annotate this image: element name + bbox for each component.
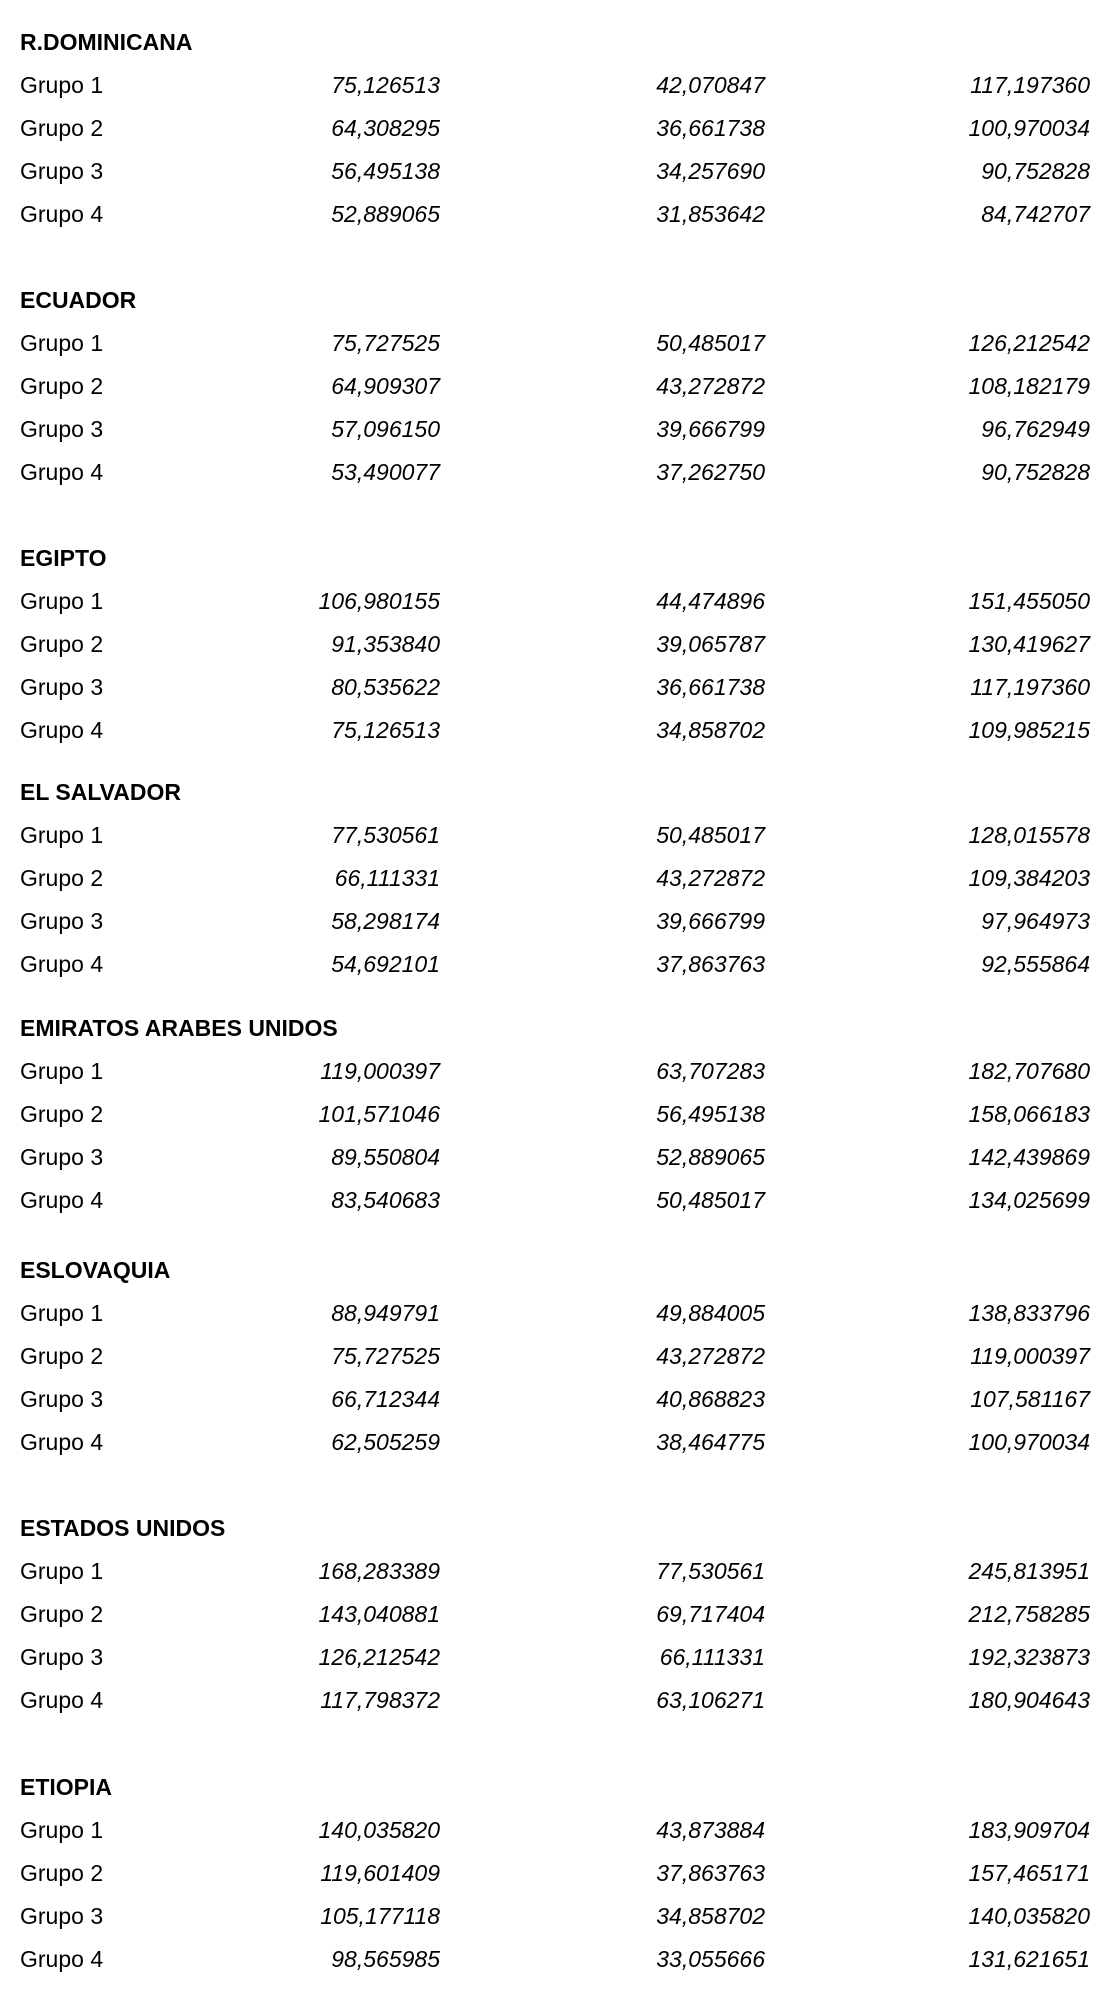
value-col-3: 192,323873 — [968, 1644, 1090, 1670]
value-col-3: 96,762949 — [981, 416, 1090, 442]
table-row — [20, 1938, 1090, 1981]
value-col-1: 64,308295 — [331, 115, 440, 141]
group-label: Grupo 3 — [20, 1386, 104, 1412]
group-label: Grupo 2 — [20, 1343, 104, 1369]
value-col-1: 62,505259 — [331, 1429, 440, 1455]
value-col-2: 39,065787 — [656, 631, 765, 657]
group-label: Grupo 2 — [20, 1101, 104, 1127]
table-row — [20, 1335, 1090, 1378]
value-col-3: 212,758285 — [968, 1601, 1090, 1627]
value-col-1: 168,283389 — [318, 1558, 440, 1584]
group-label: Grupo 1 — [20, 330, 104, 356]
country-section — [20, 21, 1090, 236]
value-col-3: 107,581167 — [970, 1386, 1090, 1412]
group-label: Grupo 1 — [20, 1058, 104, 1084]
table-row — [20, 1679, 1090, 1722]
group-label: Grupo 4 — [20, 1946, 104, 1972]
table-row — [20, 1593, 1090, 1636]
value-col-2: 49,884005 — [656, 1300, 765, 1326]
value-col-1: 126,212542 — [318, 1644, 440, 1670]
value-col-3: 157,465171 — [968, 1860, 1090, 1886]
group-label: Grupo 4 — [20, 459, 104, 485]
group-label: Grupo 2 — [20, 631, 104, 657]
value-col-3: 90,752828 — [981, 459, 1090, 485]
value-col-3: 182,707680 — [968, 1058, 1090, 1084]
value-col-3: 97,964973 — [981, 908, 1090, 934]
value-col-3: 180,904643 — [968, 1687, 1090, 1713]
group-label: Grupo 4 — [20, 717, 104, 743]
value-col-2: 50,485017 — [656, 330, 765, 356]
value-col-3: 117,197360 — [970, 674, 1090, 700]
country-section — [20, 1507, 1090, 1722]
value-col-1: 75,727525 — [331, 1343, 440, 1369]
country-heading: ESLOVAQUIA — [20, 1257, 171, 1283]
value-col-1: 88,949791 — [331, 1300, 440, 1326]
group-label: Grupo 1 — [20, 1300, 104, 1326]
country-heading: R.DOMINICANA — [20, 29, 193, 55]
value-col-3: 130,419627 — [968, 631, 1090, 657]
country-heading: ESTADOS UNIDOS — [20, 1515, 226, 1541]
country-section — [20, 1249, 1090, 1464]
table-row — [20, 900, 1090, 943]
value-col-2: 34,257690 — [656, 158, 765, 184]
value-col-1: 101,571046 — [318, 1101, 440, 1127]
value-col-2: 77,530561 — [656, 1558, 765, 1584]
value-col-1: 66,712344 — [331, 1386, 440, 1412]
table-row — [20, 1378, 1090, 1421]
value-col-3: 100,970034 — [968, 115, 1090, 141]
value-col-2: 36,661738 — [656, 115, 765, 141]
table-row — [20, 451, 1090, 494]
group-label: Grupo 2 — [20, 115, 104, 141]
country-section — [20, 1766, 1090, 1981]
value-col-3: 117,197360 — [970, 72, 1090, 98]
value-col-2: 50,485017 — [656, 822, 765, 848]
value-col-1: 105,177118 — [320, 1903, 440, 1929]
value-col-1: 91,353840 — [331, 631, 440, 657]
value-col-1: 117,798372 — [320, 1687, 440, 1713]
value-col-1: 57,096150 — [331, 416, 440, 442]
value-col-1: 80,535622 — [331, 674, 440, 700]
table-row — [20, 64, 1090, 107]
table-row — [20, 150, 1090, 193]
value-col-3: 92,555864 — [981, 951, 1090, 977]
value-col-1: 106,980155 — [318, 588, 440, 614]
table-row — [20, 814, 1090, 857]
value-col-3: 140,035820 — [968, 1903, 1090, 1929]
country-section — [20, 279, 1090, 494]
value-col-3: 134,025699 — [968, 1187, 1090, 1213]
value-col-2: 52,889065 — [656, 1144, 765, 1170]
country-section — [20, 771, 1090, 986]
table-row — [20, 408, 1090, 451]
value-col-2: 37,262750 — [656, 459, 765, 485]
group-label: Grupo 3 — [20, 1644, 104, 1670]
value-col-1: 119,601409 — [320, 1860, 440, 1886]
table-row — [20, 857, 1090, 900]
group-label: Grupo 1 — [20, 72, 104, 98]
group-label: Grupo 1 — [20, 588, 104, 614]
value-col-1: 58,298174 — [331, 908, 440, 934]
group-label: Grupo 3 — [20, 1903, 104, 1929]
value-col-2: 44,474896 — [656, 588, 765, 614]
group-label: Grupo 3 — [20, 158, 104, 184]
table-row — [20, 1852, 1090, 1895]
value-col-3: 158,066183 — [968, 1101, 1090, 1127]
value-col-1: 89,550804 — [331, 1144, 440, 1170]
table-row — [20, 107, 1090, 150]
value-col-1: 143,040881 — [318, 1601, 440, 1627]
group-label: Grupo 2 — [20, 1860, 104, 1886]
value-col-2: 36,661738 — [656, 674, 765, 700]
table-row — [20, 580, 1090, 623]
value-col-2: 66,111331 — [659, 1644, 765, 1670]
table-row — [20, 709, 1090, 752]
table-row — [20, 943, 1090, 986]
value-col-1: 56,495138 — [331, 158, 440, 184]
table-row — [20, 1809, 1090, 1852]
value-col-3: 138,833796 — [968, 1300, 1090, 1326]
value-col-2: 63,707283 — [656, 1058, 765, 1084]
country-heading: EGIPTO — [20, 545, 107, 571]
value-col-3: 119,000397 — [970, 1343, 1090, 1369]
value-col-1: 64,909307 — [331, 373, 440, 399]
value-col-2: 69,717404 — [656, 1601, 765, 1627]
value-col-1: 75,727525 — [331, 330, 440, 356]
group-label: Grupo 4 — [20, 201, 104, 227]
value-col-2: 43,272872 — [656, 865, 765, 891]
value-col-2: 33,055666 — [656, 1946, 765, 1972]
value-col-2: 39,666799 — [656, 416, 765, 442]
country-heading: EMIRATOS ARABES UNIDOS — [20, 1015, 338, 1041]
value-col-1: 83,540683 — [331, 1187, 440, 1213]
value-col-3: 126,212542 — [968, 330, 1090, 356]
table-row — [20, 1292, 1090, 1335]
value-col-2: 56,495138 — [656, 1101, 765, 1127]
group-label: Grupo 1 — [20, 1558, 104, 1584]
value-col-2: 38,464775 — [656, 1429, 765, 1455]
group-label: Grupo 1 — [20, 1817, 104, 1843]
table-row — [20, 1093, 1090, 1136]
value-col-2: 42,070847 — [656, 72, 765, 98]
value-col-3: 131,621651 — [968, 1946, 1090, 1972]
value-col-2: 37,863763 — [656, 951, 765, 977]
country-section — [20, 537, 1090, 752]
value-col-3: 90,752828 — [981, 158, 1090, 184]
value-col-2: 43,272872 — [656, 1343, 765, 1369]
table-row — [20, 1421, 1090, 1464]
group-label: Grupo 4 — [20, 1187, 104, 1213]
table-row — [20, 1136, 1090, 1179]
country-heading: EL SALVADOR — [20, 779, 182, 805]
value-col-2: 39,666799 — [656, 908, 765, 934]
table-row — [20, 1895, 1090, 1938]
group-label: Grupo 2 — [20, 865, 104, 891]
table-row — [20, 365, 1090, 408]
value-col-1: 77,530561 — [331, 822, 440, 848]
value-col-3: 109,985215 — [968, 717, 1090, 743]
value-col-2: 31,853642 — [656, 201, 765, 227]
value-col-3: 108,182179 — [968, 373, 1090, 399]
value-col-1: 53,490077 — [331, 459, 440, 485]
value-col-3: 151,455050 — [968, 588, 1090, 614]
value-col-3: 245,813951 — [968, 1558, 1090, 1584]
table-row — [20, 623, 1090, 666]
value-col-2: 50,485017 — [656, 1187, 765, 1213]
value-col-1: 75,126513 — [331, 717, 440, 743]
table-row — [20, 193, 1090, 236]
table-row — [20, 1179, 1090, 1222]
group-label: Grupo 2 — [20, 373, 104, 399]
value-col-3: 100,970034 — [968, 1429, 1090, 1455]
value-col-1: 75,126513 — [331, 72, 440, 98]
value-col-3: 183,909704 — [968, 1817, 1090, 1843]
group-label: Grupo 4 — [20, 1429, 104, 1455]
country-heading: ETIOPIA — [20, 1774, 113, 1800]
value-col-3: 84,742707 — [981, 201, 1090, 227]
value-col-2: 40,868823 — [656, 1386, 765, 1412]
value-col-1: 98,565985 — [331, 1946, 440, 1972]
value-col-2: 34,858702 — [656, 717, 765, 743]
table-row — [20, 322, 1090, 365]
country-heading: ECUADOR — [20, 287, 137, 313]
value-col-1: 66,111331 — [334, 865, 440, 891]
value-col-1: 140,035820 — [318, 1817, 440, 1843]
value-col-2: 43,272872 — [656, 373, 765, 399]
group-label: Grupo 3 — [20, 1144, 104, 1170]
value-col-1: 52,889065 — [331, 201, 440, 227]
value-col-1: 119,000397 — [320, 1058, 440, 1084]
group-label: Grupo 4 — [20, 951, 104, 977]
group-label: Grupo 3 — [20, 416, 104, 442]
value-col-2: 43,873884 — [656, 1817, 765, 1843]
value-col-3: 109,384203 — [968, 865, 1090, 891]
country-section — [20, 1007, 1090, 1222]
group-label: Grupo 3 — [20, 674, 104, 700]
value-col-2: 34,858702 — [656, 1903, 765, 1929]
value-col-3: 128,015578 — [968, 822, 1090, 848]
table-row — [20, 1050, 1090, 1093]
table-row — [20, 1636, 1090, 1679]
value-col-2: 63,106271 — [656, 1687, 765, 1713]
group-label: Grupo 2 — [20, 1601, 104, 1627]
group-label: Grupo 1 — [20, 822, 104, 848]
group-label: Grupo 3 — [20, 908, 104, 934]
value-col-3: 142,439869 — [968, 1144, 1090, 1170]
group-label: Grupo 4 — [20, 1687, 104, 1713]
table-row — [20, 666, 1090, 709]
value-col-2: 37,863763 — [656, 1860, 765, 1886]
value-col-1: 54,692101 — [331, 951, 440, 977]
table-row — [20, 1550, 1090, 1593]
